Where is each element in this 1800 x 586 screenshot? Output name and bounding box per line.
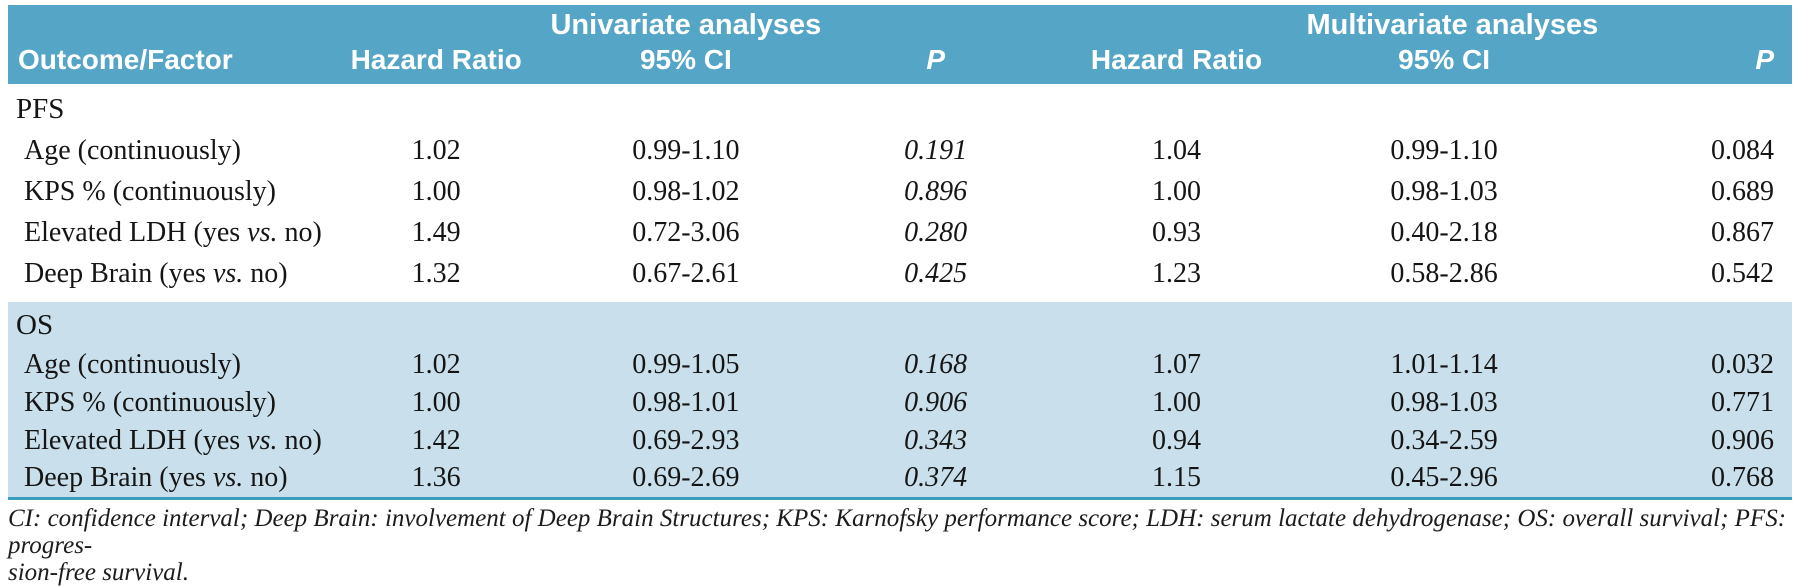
uni-ci-value: 0.99-1.05	[543, 346, 828, 384]
column-uni-hazard-ratio: Hazard Ratio	[329, 42, 543, 84]
multi-ci-value: 0.98-1.03	[1310, 384, 1578, 422]
column-multi-p: P	[1578, 42, 1792, 84]
uni-ci-value: 0.72-3.06	[632, 216, 740, 248]
uni-hazard-ratio-value: 1.32	[411, 257, 461, 289]
multi-hazard-ratio-value: 1.15	[1043, 460, 1311, 498]
multi-ci-value: 0.58-2.86	[1390, 257, 1498, 289]
uni-ci-value: 0.69-2.93	[543, 422, 828, 460]
uni-hazard-ratio-value: 1.36	[329, 460, 543, 498]
multi-ci-value: 0.34-2.59	[1310, 422, 1578, 460]
factor-label-italic-part: vs.	[212, 462, 244, 494]
group-header-empty-cell	[8, 5, 329, 42]
uni-hazard-ratio-value: 1.00	[411, 175, 461, 207]
multi-p-value: 0.768	[1578, 460, 1792, 498]
section-label: PFS	[16, 93, 65, 125]
table-body	[8, 84, 1792, 498]
multi-hazard-ratio-value: 1.07	[1043, 346, 1311, 384]
uni-p-value: 0.168	[829, 346, 1043, 384]
hazard-ratio-table	[8, 5, 1792, 500]
column-header-row	[8, 42, 1792, 84]
footnote-line-2: sion-free survival.	[8, 558, 189, 586]
table-row	[8, 212, 1792, 253]
multi-ci-value: 0.99-1.10	[1390, 134, 1498, 166]
table-row	[8, 130, 1792, 171]
uni-p-value: 0.425	[904, 257, 968, 289]
uni-ci-value: 0.67-2.61	[632, 257, 740, 289]
multi-p-value: 0.867	[1711, 216, 1774, 248]
multi-p-value: 0.689	[1711, 175, 1774, 207]
multi-hazard-ratio-value: 1.00	[1152, 175, 1201, 207]
multi-p-value: 0.542	[1711, 257, 1774, 289]
uni-p-value: 0.191	[904, 134, 968, 166]
uni-p-value: 0.343	[829, 422, 1043, 460]
factor-label: Deep Brain (yes vs. no)	[8, 460, 329, 498]
uni-p-value: 0.280	[904, 216, 968, 248]
column-multi-ci: 95% CI	[1310, 42, 1578, 84]
uni-ci-value: 0.69-2.69	[543, 460, 828, 498]
column-outcome-factor: Outcome/Factor	[8, 42, 329, 84]
uni-p-value: 0.374	[829, 460, 1043, 498]
factor-label: Age (continuously)	[24, 134, 241, 166]
multi-ci-value: 1.01-1.14	[1310, 346, 1578, 384]
factor-label-italic-part: vs.	[247, 425, 278, 456]
group-header-row	[8, 5, 1792, 42]
column-multi-hazard-ratio: Hazard Ratio	[1043, 42, 1311, 84]
multi-hazard-ratio-value: 0.94	[1043, 422, 1311, 460]
uni-hazard-ratio-value: 1.00	[329, 384, 543, 422]
multi-hazard-ratio-value: 0.93	[1152, 216, 1201, 248]
section-row-os	[8, 302, 1792, 346]
table-row	[8, 171, 1792, 212]
group-univariate-label: Univariate analyses	[329, 5, 1043, 42]
uni-p-value: 0.896	[904, 175, 968, 207]
group-multivariate-label: Multivariate analyses	[1043, 5, 1792, 42]
multi-ci-value: 0.98-1.03	[1390, 175, 1498, 207]
multi-hazard-ratio-value: 1.04	[1152, 134, 1201, 166]
table-header	[8, 5, 1792, 84]
footnote	[8, 500, 1792, 586]
uni-ci-value: 0.99-1.10	[632, 134, 740, 166]
multi-hazard-ratio-value: 1.23	[1152, 257, 1201, 289]
table-row	[8, 253, 1792, 294]
uni-hazard-ratio-value: 1.42	[329, 422, 543, 460]
factor-label: Deep Brain (yes vs. no)	[24, 257, 288, 289]
table-row	[8, 346, 1792, 384]
uni-hazard-ratio-value: 1.02	[411, 134, 461, 166]
multi-hazard-ratio-value: 1.00	[1043, 384, 1311, 422]
section-row-pfs	[8, 84, 1792, 130]
table-row	[8, 384, 1792, 422]
section-spacer	[8, 294, 1792, 302]
multi-p-value: 0.084	[1711, 134, 1774, 166]
factor-label: Age (continuously)	[8, 346, 329, 384]
column-uni-p: P	[829, 42, 1043, 84]
column-uni-ci: 95% CI	[543, 42, 828, 84]
footnote-line-1: CI: confidence interval; Deep Brain: involvement of Deep Brain Structures; KPS: Karnofsky performance score; LDH: serum lactate dehydrogenase; OS: overall survival; PFS: progres-	[8, 504, 1787, 559]
table-row	[8, 422, 1792, 460]
uni-ci-value: 0.98-1.01	[543, 384, 828, 422]
section-label: OS	[8, 302, 1792, 346]
uni-p-value: 0.906	[829, 384, 1043, 422]
factor-label: KPS % (continuously)	[8, 384, 329, 422]
uni-hazard-ratio-value: 1.02	[329, 346, 543, 384]
factor-label: Elevated LDH (yes vs. no)	[8, 422, 329, 460]
factor-label: Elevated LDH (yes vs. no)	[24, 216, 322, 248]
factor-label: KPS % (continuously)	[24, 175, 276, 207]
multi-p-value: 0.032	[1578, 346, 1792, 384]
uni-hazard-ratio-value: 1.49	[411, 216, 461, 248]
multi-p-value: 0.906	[1578, 422, 1792, 460]
multi-p-value: 0.771	[1578, 384, 1792, 422]
factor-label-italic-part: vs.	[212, 257, 244, 289]
multi-ci-value: 0.45-2.96	[1310, 460, 1578, 498]
multi-ci-value: 0.40-2.18	[1390, 216, 1498, 248]
table-row	[8, 460, 1792, 498]
uni-ci-value: 0.98-1.02	[632, 175, 740, 207]
factor-label-italic-part: vs.	[247, 216, 278, 248]
